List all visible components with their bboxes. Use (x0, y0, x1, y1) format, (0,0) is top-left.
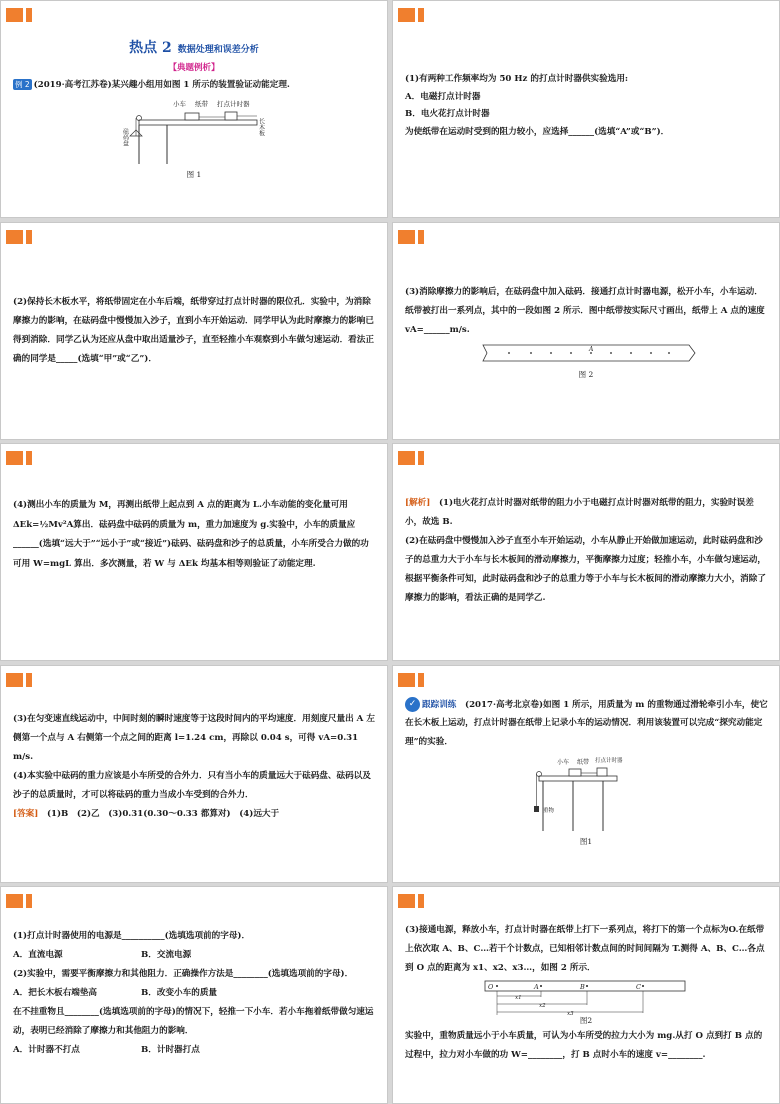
slide-tab-icon (6, 894, 32, 908)
page-title (1, 37, 387, 57)
tape-figure-2 (479, 341, 699, 365)
answer-text: (1)B (2)乙 (3)0.31(0.30～0.33 都算对) (4)远大于 (46, 808, 280, 819)
tape-point-a: A (589, 345, 594, 353)
s3-content (13, 293, 377, 369)
s9-q2-option-a: A．把长木板右端垫高 (13, 988, 98, 998)
fig1-label-car: 小车 (173, 100, 186, 108)
s10-content (405, 921, 769, 978)
s4-content (405, 283, 769, 340)
slide-tab-icon (398, 8, 424, 22)
s9-q3-option-b: B．计时器打点 (141, 1045, 200, 1055)
category-label: 【典题例析】 (168, 63, 220, 73)
fig-s10-caption: 图2 (579, 1016, 593, 1025)
fig-s8-label-timer: 打点计时器 (595, 757, 623, 764)
s9-question-2: (2)实验中，需要平衡摩擦力和其他阻力．正确操作方法是________(选填选项前的字母)． (13, 969, 354, 979)
slide-tab-icon (398, 230, 424, 244)
slide-2[interactable] (392, 0, 780, 218)
s7-paragraph-3: (3)在匀变速直线运动中，中间时刻的瞬时速度等于这段时间内的平均速度．用刻度尺量出 A 左侧第一个点与 A 右侧第一个点之间的距离 l=1.24 cm，再除以 0.04 s，可得 vA=0.31 m/s. (13, 713, 375, 762)
answer-label: [答案] (13, 808, 39, 819)
tape-figure-s10 (483, 979, 693, 1017)
s7-content (13, 710, 377, 824)
slide-tab-icon (398, 894, 424, 908)
analysis-label: [解析] (405, 498, 431, 508)
slide-tab-icon (6, 8, 32, 22)
s5-content (13, 496, 377, 574)
tape-label-o: O (488, 983, 494, 991)
track-badge-label: 跟踪训练 (422, 699, 457, 710)
s7-paragraph-4: (4)本实验中砝码的重力应该是小车所受的合外力．只有当小车的质量远大于砝码盘、砝码以及沙子的总质量时，才可以将砝码的重力当成小车受到的合外力． (13, 770, 371, 800)
slide-3[interactable] (0, 222, 388, 440)
fig1-caption: 图 1 (186, 170, 202, 179)
fig1-label-timer: 打点计时器 (217, 100, 250, 108)
slide-tab-icon (6, 230, 32, 244)
s2-prompt: 为使纸带在运动时受到的阻力较小，应选择______(选填“A”或“B”)． (405, 126, 670, 137)
s6-content (405, 494, 769, 608)
s8-text: (2017·高考北京卷)如图 1 所示，用质量为 m 的重物通过滑轮牵引小车，使它在长木板上运动，打点计时器在纸带上记录小车的运动情况．利用该装置可以完成“探究动能定理”的实验． (405, 699, 768, 747)
title-main: 热点 2 (129, 40, 172, 56)
fig1-label-tape: 纸带 (195, 100, 208, 108)
tape-label-a: A (534, 983, 539, 991)
slide-5[interactable] (0, 443, 388, 661)
s6-paragraph-1: (1)电火花打点计时器对纸带的阻力小于电磁打点计时器对纸带的阻力，实验时误差小，故选 B. (405, 498, 754, 527)
s9-content (13, 927, 377, 1060)
slide-tab-icon (398, 673, 424, 687)
slide-7[interactable] (0, 665, 388, 883)
apparatus-figure-s8 (533, 756, 623, 836)
s6-paragraph-2: (2)在砝码盘中慢慢加入沙子直至小车开始运动，小车从静止开始做加速运动，此时砝码盘和沙子的总重力大于小车与长木板间的滑动摩擦力，平衡摩擦力过度；轻推小车，小车做匀速运动，根据平衡条件可知，此时砝码盘和沙子的总重力等于小车与长木板间的滑动摩擦力大小，消除了摩擦力的影响，看法正确的是同学乙. (405, 536, 766, 603)
fig-s8-label-car: 小车 (557, 758, 570, 766)
tape-dim-x2: x2 (539, 1003, 546, 1009)
example-badge: 例 2 (15, 80, 30, 89)
s10-tail (405, 1027, 769, 1065)
tape-dim-x3: x3 (567, 1011, 574, 1017)
fig-s8-caption: 图1 (579, 836, 593, 846)
s9-q1-option-a: A．直流电源 (13, 950, 63, 960)
s10-text: (3)接通电源，释放小车，打点计时器在纸带上打下一系列点，将打下的第一个点标为O.在纸带上依次取 A、B、C…若干个计数点，已知相邻计数点间的时间间隔为 T.测得 A、B、C…各点到 O 点的距离为 x1、x2、x3…，如图 2 所示． (405, 925, 765, 973)
s9-q2-option-b: B．改变小车的质量 (141, 988, 218, 998)
s9-q3-option-a: A．计时器不打点 (13, 1045, 80, 1055)
s9-question-2-continued: 在不挂重物且________(选填选项前的字母)的情况下，轻推一下小车．若小车拖着纸带做匀速运动，表明已经消除了摩擦力和其他阻力的影响． (13, 1007, 374, 1036)
slide-8[interactable] (392, 665, 780, 883)
slide-1[interactable] (0, 0, 388, 218)
s2-content (405, 71, 769, 141)
slide-4[interactable] (392, 222, 780, 440)
s10-tail-text: 实验中，重物质量远小于小车质量，可认为小车所受的拉力大小为 mg.从打 O 点到打 B 点的过程中，拉力对小车做的功 W=________，打 B 点时小车的速度 v=________. (405, 1031, 763, 1060)
title-sub: 数据处理和误差分析 (177, 45, 259, 55)
slide-tab-icon (6, 673, 32, 687)
slide-tab-icon (6, 451, 32, 465)
fig-s8-label-tape: 纸带 (577, 758, 590, 766)
s1-intro-text: (2019·高考江苏卷)某兴趣小组用如图 1 所示的装置验证动能定理. (33, 80, 290, 90)
s2-option-b: B．电火花打点计时器 (405, 109, 490, 119)
s2-question: (1)有两种工作频率均为 50 Hz 的打点计时器供实验选用: (405, 74, 629, 84)
s1-intro (13, 77, 377, 95)
fig1-label-board: 长木板 (257, 118, 265, 136)
slide-9[interactable] (0, 886, 388, 1104)
tape-dim-x1: x1 (515, 995, 522, 1001)
tape-label-c: C (636, 983, 641, 991)
slide-6[interactable] (392, 443, 780, 661)
fig1-label-tray: 砝码盘 (121, 128, 129, 146)
s2-option-a: A．电磁打点计时器 (405, 91, 481, 102)
s3-text: (2)保持长木板水平，将纸带固定在小车后端，纸带穿过打点计时器的限位孔．实验中，为消除摩擦力的影响，在砝码盘中慢慢加入沙子，直到小车开始运动．同学甲认为此时摩擦力的影响已得到消除．同学乙认为还应从盘中取出适量沙子，直至轻推小车观察到小车做匀速运动．看法正确的同学是_____(选填“甲”或“乙”)． (13, 296, 374, 364)
fig-s8-label-weight: 重物 (543, 807, 555, 814)
s5-text: (4)测出小车的质量为 M，再测出纸带上起点到 A 点的距离为 L.小车动能的变化量可用 ΔEk=½Mv²A算出．砝码盘中砝码的质量为 m，重力加速度为 g.实验中，小车的质量应______(选填“远大于”“远小于”或“接近”)砝码、砝码盘和沙子的总质量，小车所受合力做的功可用 W=mgL 算出．多次测量，若 W 与 ΔEk 均基本相等则验证了动能定理. (13, 500, 369, 569)
tape-label-b: B (580, 983, 585, 991)
s8-content (405, 696, 769, 752)
track-check-icon: ✓ (405, 697, 420, 712)
s9-q1-option-b: B．交流电源 (141, 950, 192, 960)
slide-10[interactable] (392, 886, 780, 1104)
s4-text: (3)消除摩擦力的影响后，在砝码盘中加入砝码．接通打点计时器电源，松开小车，小车运动．纸带被打出一系列点，其中的一段如图 2 所示．图中纸带按实际尺寸画出，纸带上 A 点的速度 vA=______m/s. (405, 286, 765, 335)
s9-question-1: (1)打点计时器使用的电源是__________(选填选项前的字母)． (13, 931, 251, 941)
apparatus-figure-1 (119, 96, 279, 166)
slide-tab-icon (398, 451, 424, 465)
fig2-caption: 图 2 (578, 369, 594, 379)
